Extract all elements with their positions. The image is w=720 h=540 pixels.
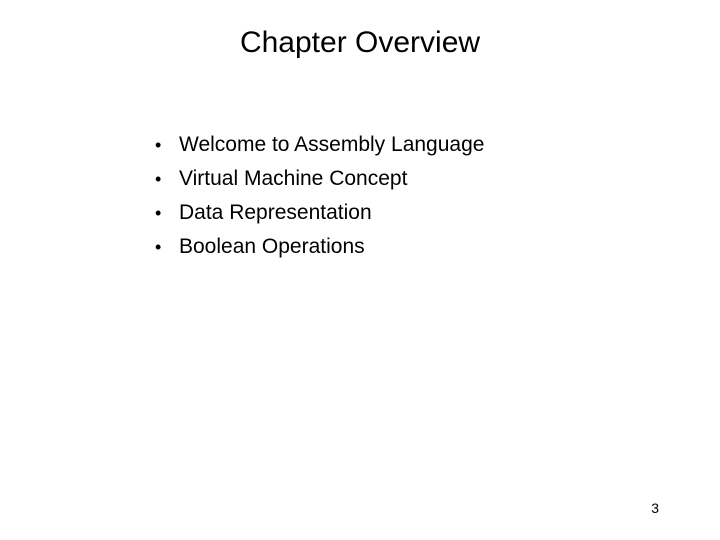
- bullet-item: [155, 230, 484, 264]
- bullet-item: [155, 128, 484, 162]
- bullet-marker: •: [155, 169, 162, 189]
- bullet-text: Boolean Operations: [179, 235, 365, 258]
- slide-title: Chapter Overview: [239, 26, 481, 59]
- bullet-marker: •: [155, 237, 162, 257]
- bullet-text: Virtual Machine Concept: [179, 167, 408, 190]
- bullet-list: [155, 128, 484, 264]
- bullet-marker: •: [155, 203, 162, 223]
- bullet-item: [155, 162, 484, 196]
- bullet-text: Data Representation: [179, 201, 372, 224]
- page-number: 3: [651, 500, 659, 516]
- bullet-item: [155, 196, 484, 230]
- bullet-marker: •: [155, 135, 162, 155]
- bullet-text: Welcome to Assembly Language: [179, 133, 485, 156]
